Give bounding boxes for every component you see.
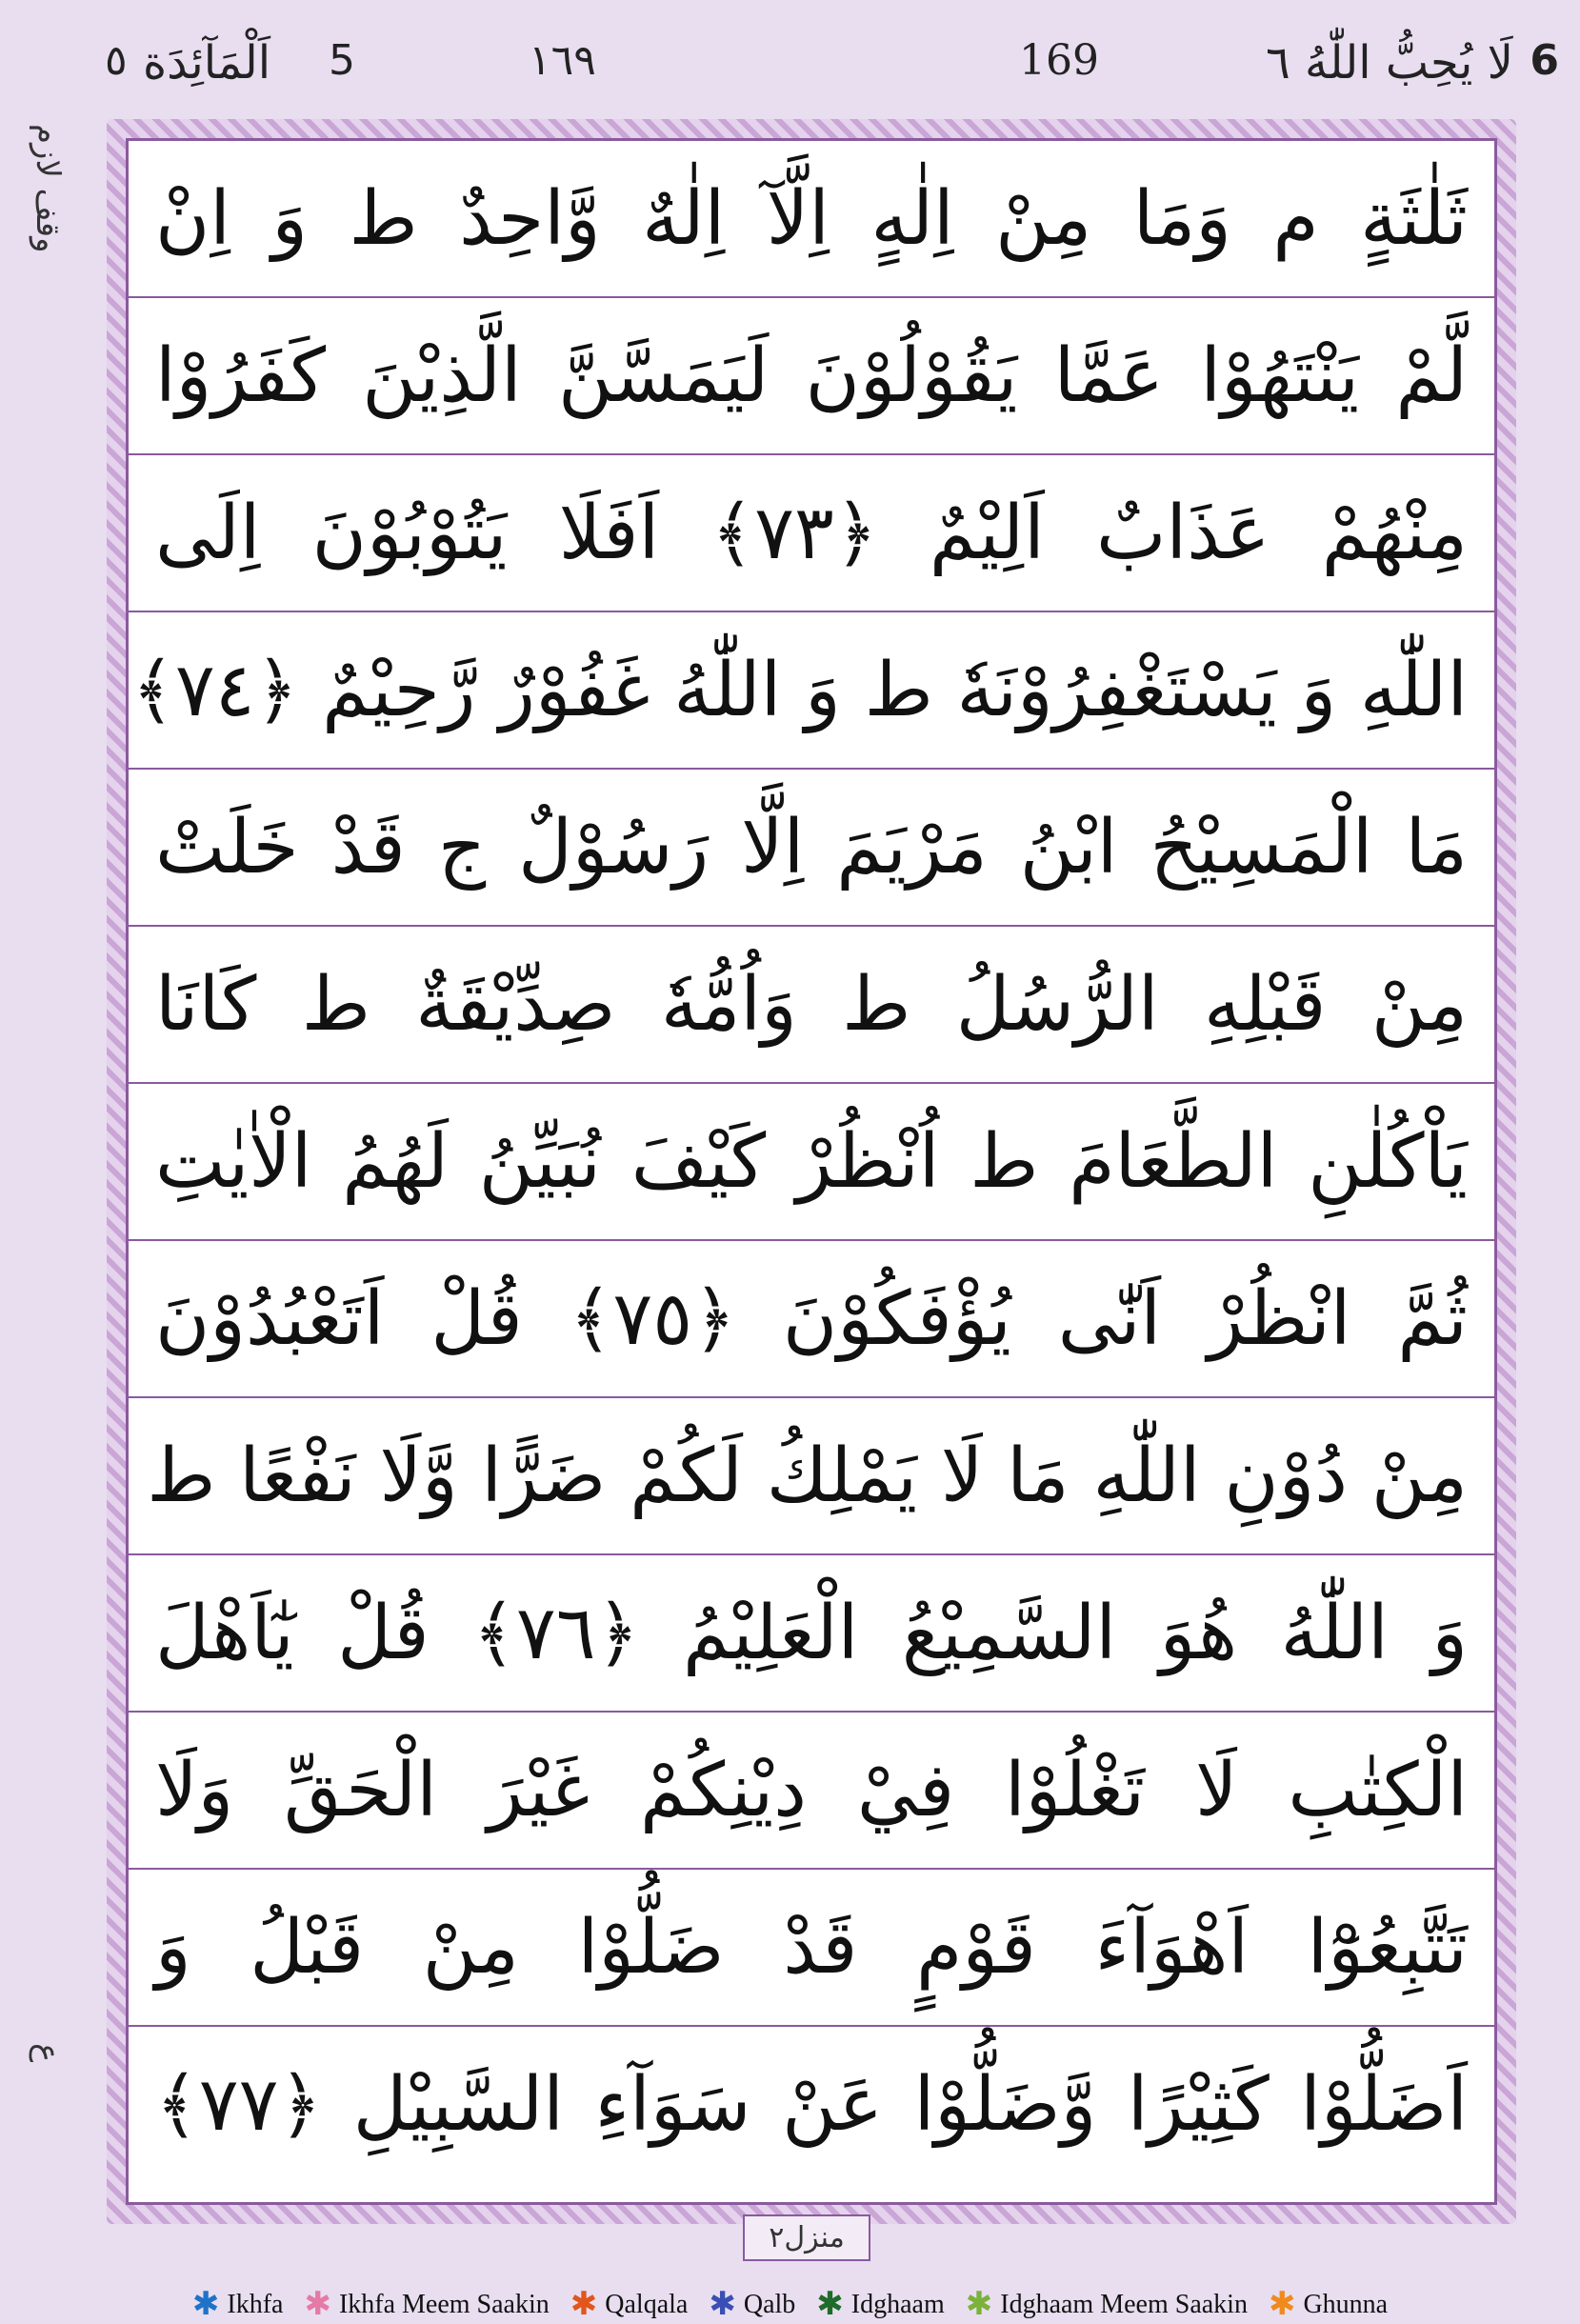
- page-number-arabic: ١٦٩: [529, 36, 596, 85]
- verse-line: اللّٰهِ وَ يَسْتَغْفِرُوْنَهٗ ط وَ اللّٰهُ غَفُوْرٌ رَّحِيْمٌ ﴿٧٤﴾: [129, 612, 1494, 770]
- surah-number: 5: [329, 36, 355, 85]
- verse-line: اَضَلُّوْا كَثِيْرًا وَّضَلُّوْا عَنْ سَوَآءِ السَّبِيْلِ ﴿٧٧﴾: [155, 2062, 1468, 2148]
- surah-number-arabic: ٥: [105, 36, 128, 85]
- legend-label: Qalb: [743, 2290, 796, 2319]
- verse-line: تَتَّبِعُوْٓا اَهْوَآءَ قَوْمٍ قَدْ ضَلُّوْا مِنْ قَبْلُ وَ: [129, 1870, 1494, 2027]
- legend-item: [966, 2289, 1248, 2321]
- verse-line: مِنْهُمْ عَذَابٌ اَلِيْمٌ ﴿٧٣﴾ اَفَلَا يَتُوْبُوْنَ اِلَى: [129, 455, 1494, 612]
- legend-item: [816, 2289, 944, 2321]
- legend-item: [192, 2289, 284, 2321]
- legend-item: [304, 2289, 549, 2321]
- page-number: 169: [1019, 36, 1099, 85]
- legend-label: Ikhfa Meem Saakin: [338, 2290, 550, 2319]
- legend-label: Qalqala: [605, 2290, 689, 2319]
- star-icon: ✱: [191, 2287, 220, 2322]
- verse-line: ثُمَّ انْظُرْ اَنّٰى يُؤْفَكُوْنَ ﴿٧٥﴾ قُلْ اَتَعْبُدُوْنَ: [129, 1241, 1494, 1398]
- legend-item: [1269, 2289, 1388, 2321]
- verse-line: لَّمْ يَنْتَهُوْا عَمَّا يَقُوْلُوْنَ لَيَمَسَّنَّ الَّذِيْنَ كَفَرُوْا: [129, 298, 1494, 455]
- legend-label: Idghaam: [850, 2290, 945, 2319]
- legend-label: Ikhfa: [227, 2290, 284, 2319]
- star-icon: ✱: [570, 2287, 598, 2322]
- juz-number: 6: [1530, 36, 1559, 85]
- legend-item: [570, 2289, 689, 2321]
- juz-name: لَا يُحِبُّ اللّٰهُ ٦: [1266, 36, 1513, 90]
- waqf-lazim-note: وقف لازم: [29, 124, 67, 253]
- page-frame: [107, 119, 1516, 2224]
- page-header: [0, 0, 1580, 119]
- verse-line: الْكِتٰبِ لَا تَغْلُوْا فِيْ دِيْنِكُمْ غَيْرَ الْحَقِّ وَلَا: [129, 1713, 1494, 1870]
- star-icon: ✱: [965, 2287, 993, 2322]
- ruku-marker: ع: [29, 2043, 67, 2063]
- legend-item: [709, 2289, 795, 2321]
- verse-line: مَا الْمَسِيْحُ ابْنُ مَرْيَمَ اِلَّا رَسُوْلٌ ج قَدْ خَلَتْ: [129, 770, 1494, 927]
- surah-name: اَلْمَآئِدَة: [143, 36, 271, 90]
- star-icon: ✱: [1268, 2287, 1296, 2322]
- verse-line: ثَلٰثَةٍ م وَمَا مِنْ اِلٰهٍ اِلَّآ اِلٰهٌ وَّاحِدٌ ط وَ اِنْ: [129, 141, 1494, 298]
- star-icon: ✱: [816, 2287, 844, 2322]
- text-area: [126, 138, 1497, 2205]
- manzil-label: منزل٢: [743, 2214, 870, 2261]
- verse-lines: [129, 141, 1494, 2202]
- verse-line: وَ اللّٰهُ هُوَ السَّمِيْعُ الْعَلِيْمُ ﴿٧٦﴾ قُلْ يٰٓاَهْلَ: [129, 1555, 1494, 1713]
- verse-line: يَاْكُلٰنِ الطَّعَامَ ط اُنْظُرْ كَيْفَ نُبَيِّنُ لَهُمُ الْاٰيٰتِ: [129, 1084, 1494, 1241]
- star-icon: ✱: [709, 2287, 736, 2322]
- legend-label: Ghunna: [1303, 2290, 1389, 2319]
- legend-label: Idghaam Meem Saakin: [1000, 2290, 1248, 2319]
- tajweed-legend: [0, 2286, 1580, 2324]
- verse-line: مِنْ دُوْنِ اللّٰهِ مَا لَا يَمْلِكُ لَكُمْ ضَرًّا وَّلَا نَفْعًا ط: [129, 1398, 1494, 1555]
- verse-line: مِنْ قَبْلِهِ الرُّسُلُ ط وَاُمُّهٗ صِدِّيْقَةٌ ط كَانَا: [129, 927, 1494, 1084]
- star-icon: ✱: [304, 2287, 331, 2322]
